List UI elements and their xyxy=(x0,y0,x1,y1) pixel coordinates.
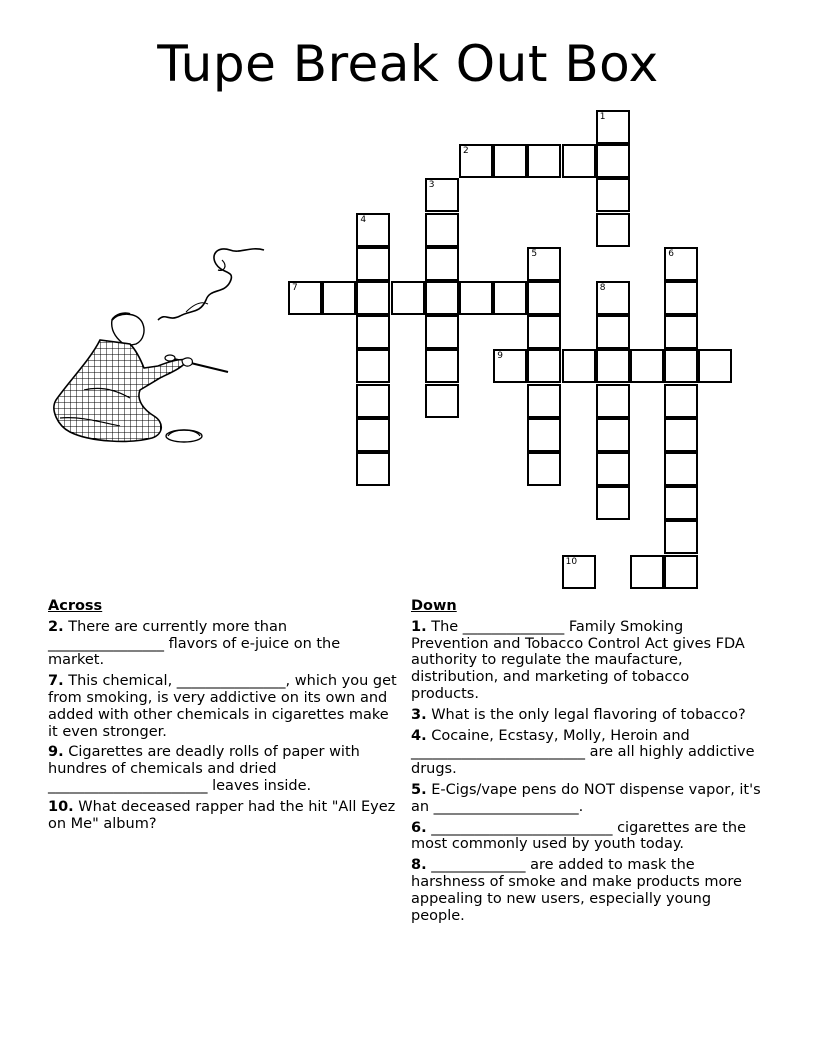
grid-cell[interactable] xyxy=(596,418,630,452)
across-clue-10 xyxy=(48,799,398,833)
grid-cell[interactable] xyxy=(322,281,356,315)
grid-cell[interactable] xyxy=(698,349,732,383)
grid-cell[interactable] xyxy=(527,418,561,452)
grid-cell[interactable] xyxy=(425,213,459,247)
grid-cell[interactable] xyxy=(664,349,698,383)
grid-cell[interactable] xyxy=(596,110,630,144)
grid-cell[interactable] xyxy=(596,281,630,315)
grid-cell[interactable] xyxy=(596,452,630,486)
grid-cell[interactable] xyxy=(527,384,561,418)
grid-cell[interactable] xyxy=(425,315,459,349)
grid-cell[interactable] xyxy=(356,315,390,349)
down-clues xyxy=(411,598,761,928)
grid-cell[interactable] xyxy=(664,486,698,520)
down-clue-8 xyxy=(411,857,761,924)
clue-text: What is the only legal flavoring of tobacco? xyxy=(431,706,746,723)
grid-cell[interactable] xyxy=(664,520,698,554)
cell-number: 6 xyxy=(668,248,674,259)
clue-text: E-Cigs/vape pens do NOT dispense vapor, it's an ____________________. xyxy=(411,781,761,815)
puzzle-title: Tupe Break Out Box xyxy=(157,35,659,93)
grid-cell[interactable] xyxy=(356,213,390,247)
cell-number: 3 xyxy=(428,180,435,191)
grid-cell[interactable] xyxy=(527,247,561,281)
grid-cell[interactable] xyxy=(425,178,459,212)
down-clue-5 xyxy=(411,782,761,816)
down-clue-4 xyxy=(411,728,761,778)
grid-cell[interactable] xyxy=(664,418,698,452)
clue-text: What deceased rapper had the hit "All Eyez on Me" album? xyxy=(48,798,396,832)
grid-cell[interactable] xyxy=(527,315,561,349)
grid-cell[interactable] xyxy=(596,144,630,178)
down-clue-6 xyxy=(411,820,761,854)
grid-cell[interactable] xyxy=(596,384,630,418)
clue-number: 6. xyxy=(411,819,427,836)
grid-cell[interactable] xyxy=(425,281,459,315)
clue-number: 5. xyxy=(411,781,427,798)
cell-number: 1 xyxy=(599,112,606,122)
grid-cell[interactable] xyxy=(425,247,459,281)
cell-number: 7 xyxy=(292,283,298,293)
grid-cell[interactable] xyxy=(493,144,527,178)
clue-text: _____________ are added to mask the harshness of smoke and make products more appealing to new users, especially young people. xyxy=(411,857,742,924)
cell-number: 4 xyxy=(360,214,367,225)
grid-cell[interactable] xyxy=(527,281,561,315)
down-clue-1 xyxy=(411,619,761,703)
grid-cell[interactable] xyxy=(596,486,630,520)
smoking-figure-illustration xyxy=(40,240,280,460)
grid-cell[interactable] xyxy=(391,281,425,315)
grid-cell[interactable] xyxy=(527,452,561,486)
grid-cell[interactable] xyxy=(664,384,698,418)
grid-cell[interactable] xyxy=(493,349,527,383)
grid-cell[interactable] xyxy=(288,281,322,315)
grid-cell[interactable] xyxy=(425,384,459,418)
across-heading: Across xyxy=(48,598,103,614)
grid-cell[interactable] xyxy=(664,281,698,315)
grid-cell[interactable] xyxy=(630,349,664,383)
grid-cell[interactable] xyxy=(356,452,390,486)
grid-cell[interactable] xyxy=(664,452,698,486)
clue-number: 9. xyxy=(48,744,64,761)
clue-text: Cigarettes are deadly rolls of paper with hundres of chemicals and dried ______________________ leaves inside. xyxy=(48,744,360,794)
clue-number: 2. xyxy=(48,618,64,635)
grid-cell[interactable] xyxy=(562,144,596,178)
across-clue-7 xyxy=(48,673,398,740)
across-clue-2 xyxy=(48,619,398,669)
down-clue-3 xyxy=(411,707,761,724)
across-clues xyxy=(48,598,398,836)
grid-cell[interactable] xyxy=(664,315,698,349)
clue-number: 4. xyxy=(411,727,427,744)
clue-number: 8. xyxy=(411,857,427,874)
grid-cell[interactable] xyxy=(425,349,459,383)
cell-number: 10 xyxy=(565,556,578,567)
grid-cell[interactable] xyxy=(596,349,630,383)
grid-cell[interactable] xyxy=(459,281,493,315)
grid-cell[interactable] xyxy=(459,144,493,178)
grid-cell[interactable] xyxy=(527,349,561,383)
cell-number: 8 xyxy=(599,283,606,293)
grid-cell[interactable] xyxy=(630,555,664,589)
clue-number: 1. xyxy=(411,618,427,635)
grid-cell[interactable] xyxy=(356,247,390,281)
grid-cell[interactable] xyxy=(562,555,596,589)
grid-cell[interactable] xyxy=(596,315,630,349)
clue-text: Cocaine, Ecstasy, Molly, Heroin and ________________________ are all highly addictive drugs. xyxy=(411,727,755,778)
cell-number: 5 xyxy=(531,248,538,259)
cell-number: 2 xyxy=(463,146,469,157)
grid-cell[interactable] xyxy=(356,384,390,418)
clue-text: _________________________ cigarettes are the most commonly used by youth today. xyxy=(411,819,747,853)
clue-text: This chemical, _______________, which you get from smoking, is very addictive on its own and added with other chemicals in cigarettes make it even stronger. xyxy=(48,673,397,740)
clue-number: 3. xyxy=(411,706,427,723)
grid-cell[interactable] xyxy=(596,178,630,212)
grid-cell[interactable] xyxy=(356,281,390,315)
grid-cell[interactable] xyxy=(664,247,698,281)
clue-text: The ______________ Family Smoking Prevention and Tobacco Control Act gives FDA authority to regulate the maufacture, distribution, and marketing of tobacco products. xyxy=(411,618,745,702)
grid-cell[interactable] xyxy=(356,349,390,383)
grid-cell[interactable] xyxy=(562,349,596,383)
cell-number: 9 xyxy=(497,351,503,362)
grid-cell[interactable] xyxy=(664,555,698,589)
grid-cell[interactable] xyxy=(596,213,630,247)
clue-number: 10. xyxy=(48,798,74,815)
clue-number: 7. xyxy=(48,673,64,690)
clue-text: There are currently more than ________________ flavors of e-juice on the market. xyxy=(48,618,341,669)
across-clue-9 xyxy=(48,744,398,794)
grid-cell[interactable] xyxy=(356,418,390,452)
grid-cell[interactable] xyxy=(527,144,561,178)
down-heading: Down xyxy=(411,598,457,614)
grid-cell[interactable] xyxy=(493,281,527,315)
